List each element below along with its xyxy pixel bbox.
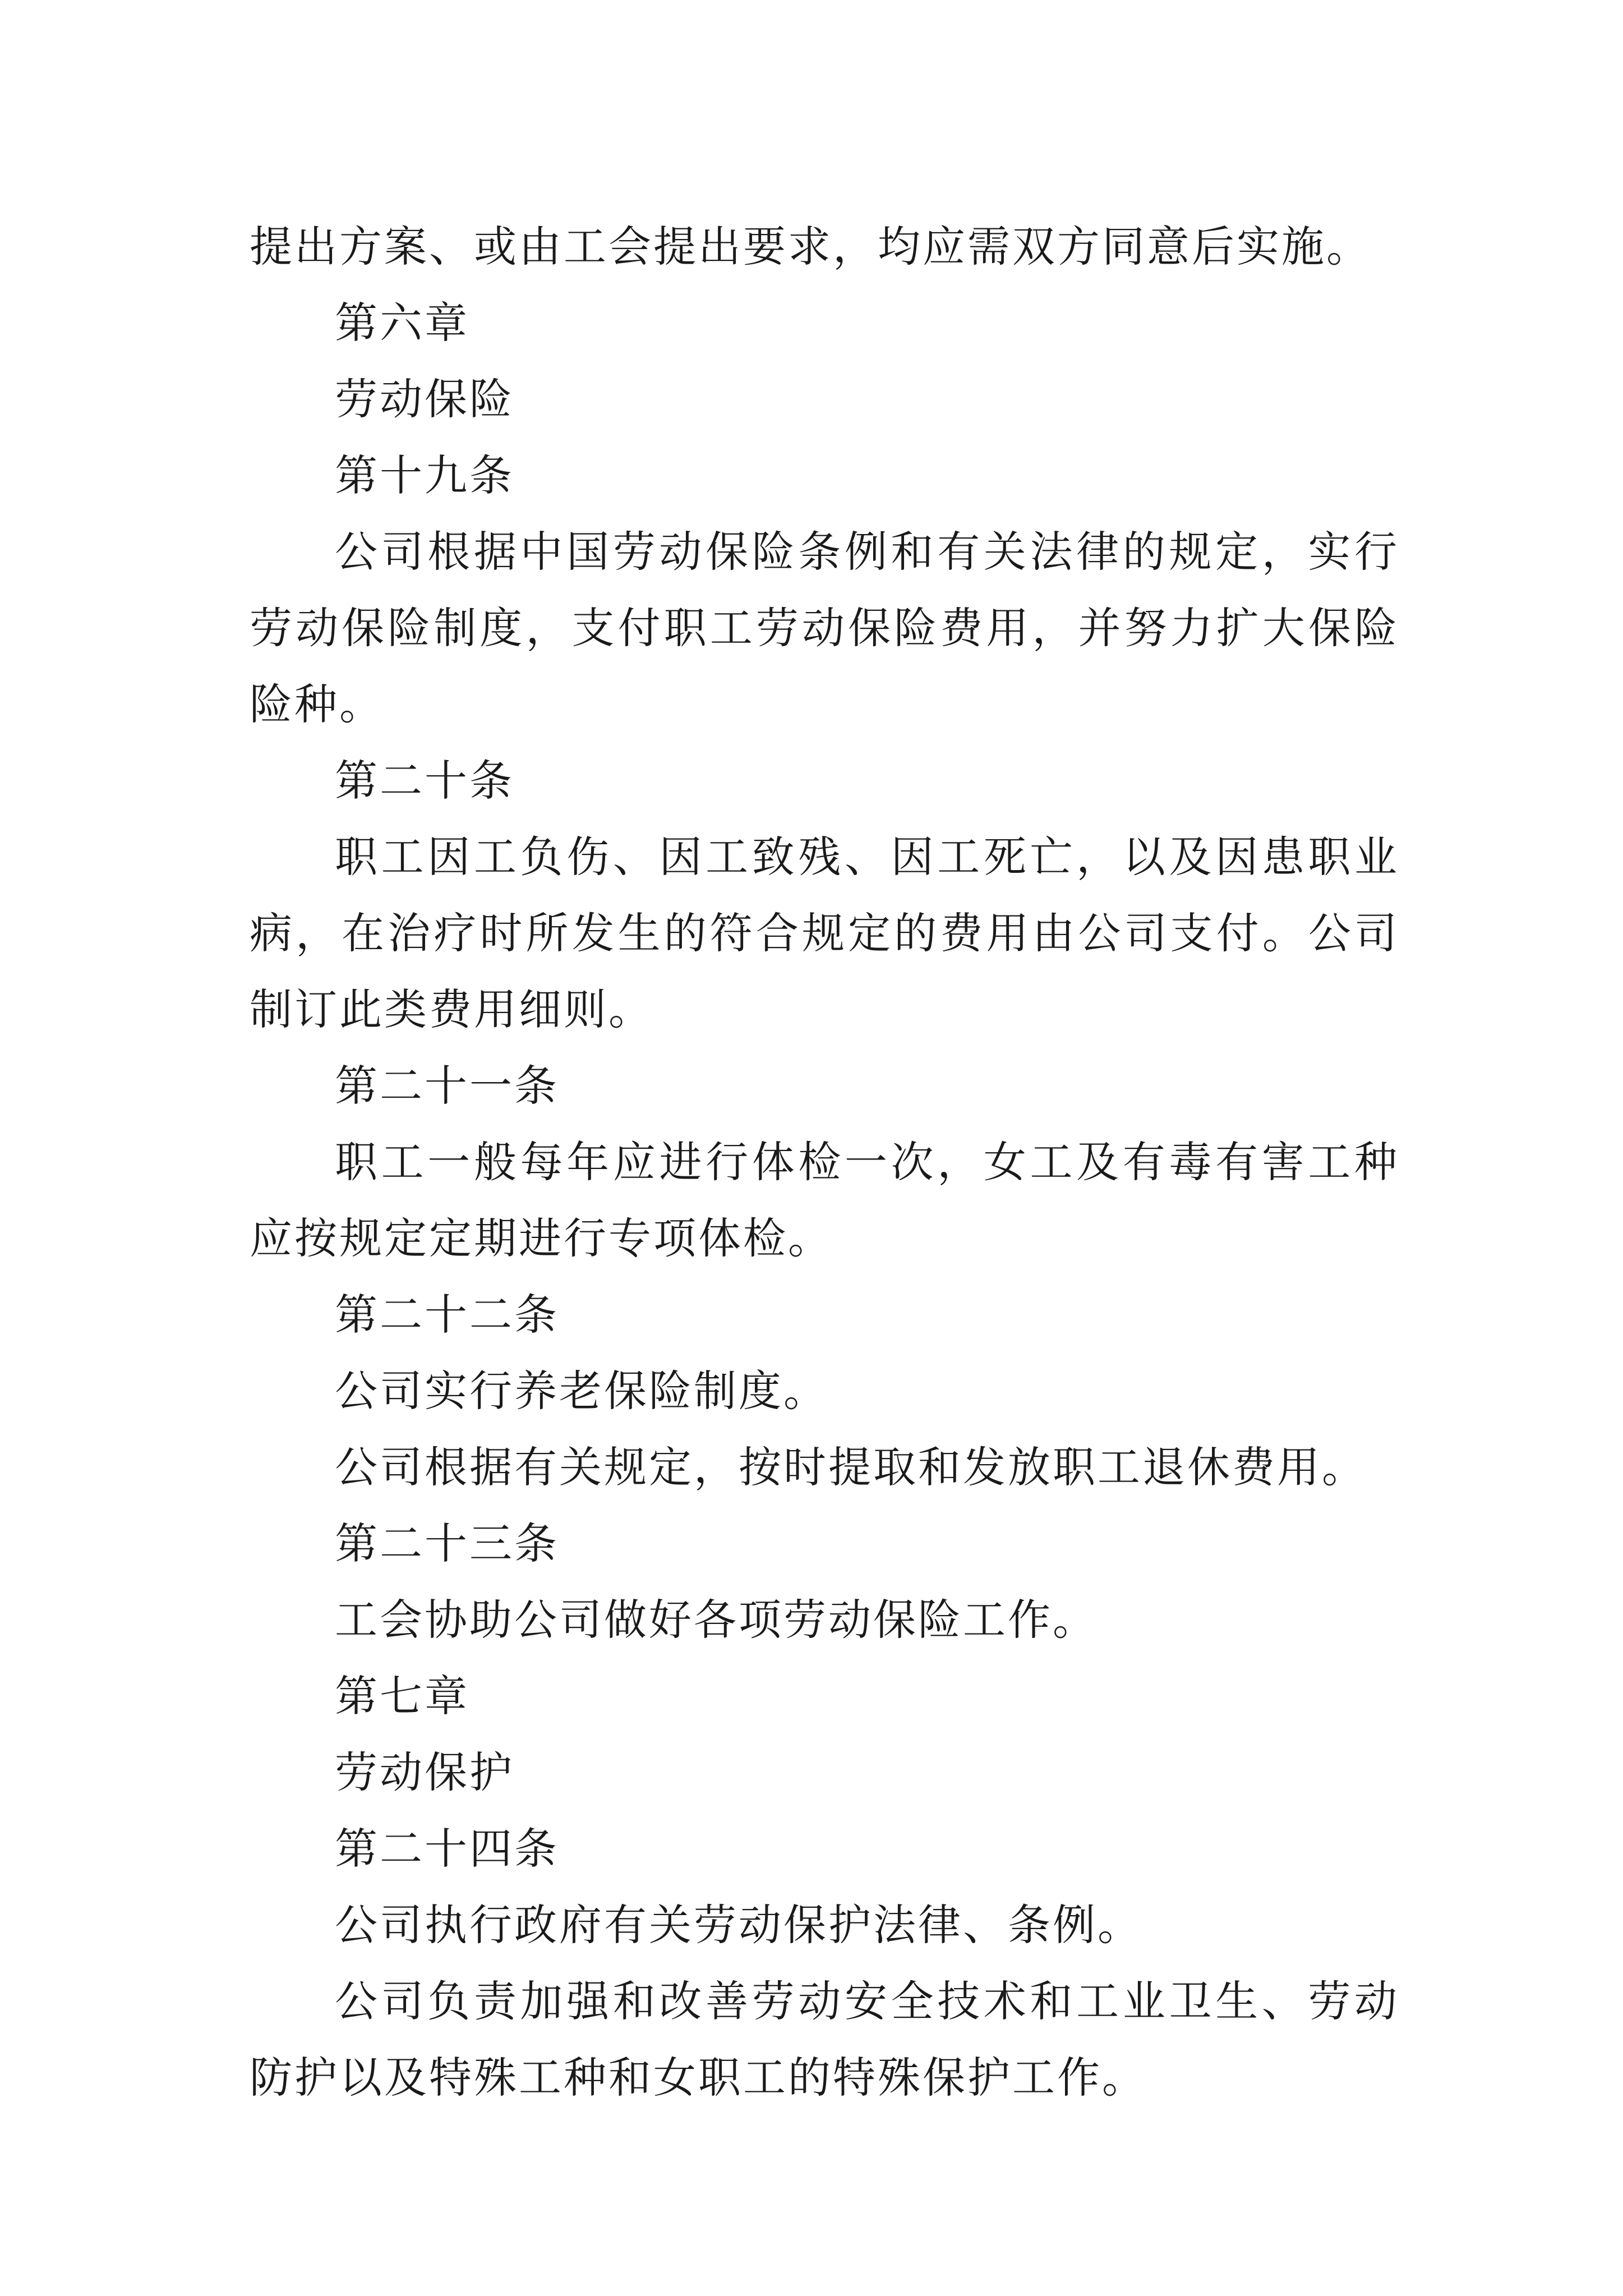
chapter-title: 劳动保护 xyxy=(335,1747,514,1797)
article-paragraph: 公司负责加强和改善劳动安全技术和工业卫生、劳动防护以及特殊工种和女职工的特殊保护工作。 xyxy=(250,1976,1399,2102)
article-paragraph: 工会协助公司做好各项劳动保险工作。 xyxy=(335,1595,1098,1645)
article-heading: 第二十四条 xyxy=(335,1824,559,1874)
article-heading: 第二十二条 xyxy=(335,1290,559,1340)
document-body xyxy=(250,209,1399,2116)
paragraph-continuation: 提出方案、或由工会提出要求，均应需双方同意后实施。 xyxy=(250,222,1371,272)
article-paragraph: 职工一般每年应进行体检一次，女工及有毒有害工种应按规定定期进行专项体检。 xyxy=(250,1137,1399,1263)
article-heading: 第二十三条 xyxy=(335,1519,559,1568)
article-paragraph: 公司根据中国劳动保险条例和有关法律的规定，实行劳动保险制度，支付职工劳动保险费用，并努力扩大保险险种。 xyxy=(250,527,1399,729)
article-paragraph: 公司执行政府有关劳动保护法律、条例。 xyxy=(335,1900,1142,1950)
chapter-heading: 第六章 xyxy=(335,298,469,348)
article-paragraph: 职工因工负伤、因工致残、因工死亡，以及因患职业病，在治疗时所发生的符合规定的费用由公司支付。公司制订此类费用细则。 xyxy=(250,832,1399,1034)
chapter-title: 劳动保险 xyxy=(335,374,514,424)
article-heading: 第二十条 xyxy=(335,756,514,806)
article-paragraph: 公司根据有关规定，按时提取和发放职工退休费用。 xyxy=(335,1442,1367,1492)
article-heading: 第十九条 xyxy=(335,450,514,500)
chapter-heading: 第七章 xyxy=(335,1671,469,1721)
article-paragraph: 公司实行养老保险制度。 xyxy=(335,1366,828,1416)
article-heading: 第二十一条 xyxy=(335,1061,559,1111)
